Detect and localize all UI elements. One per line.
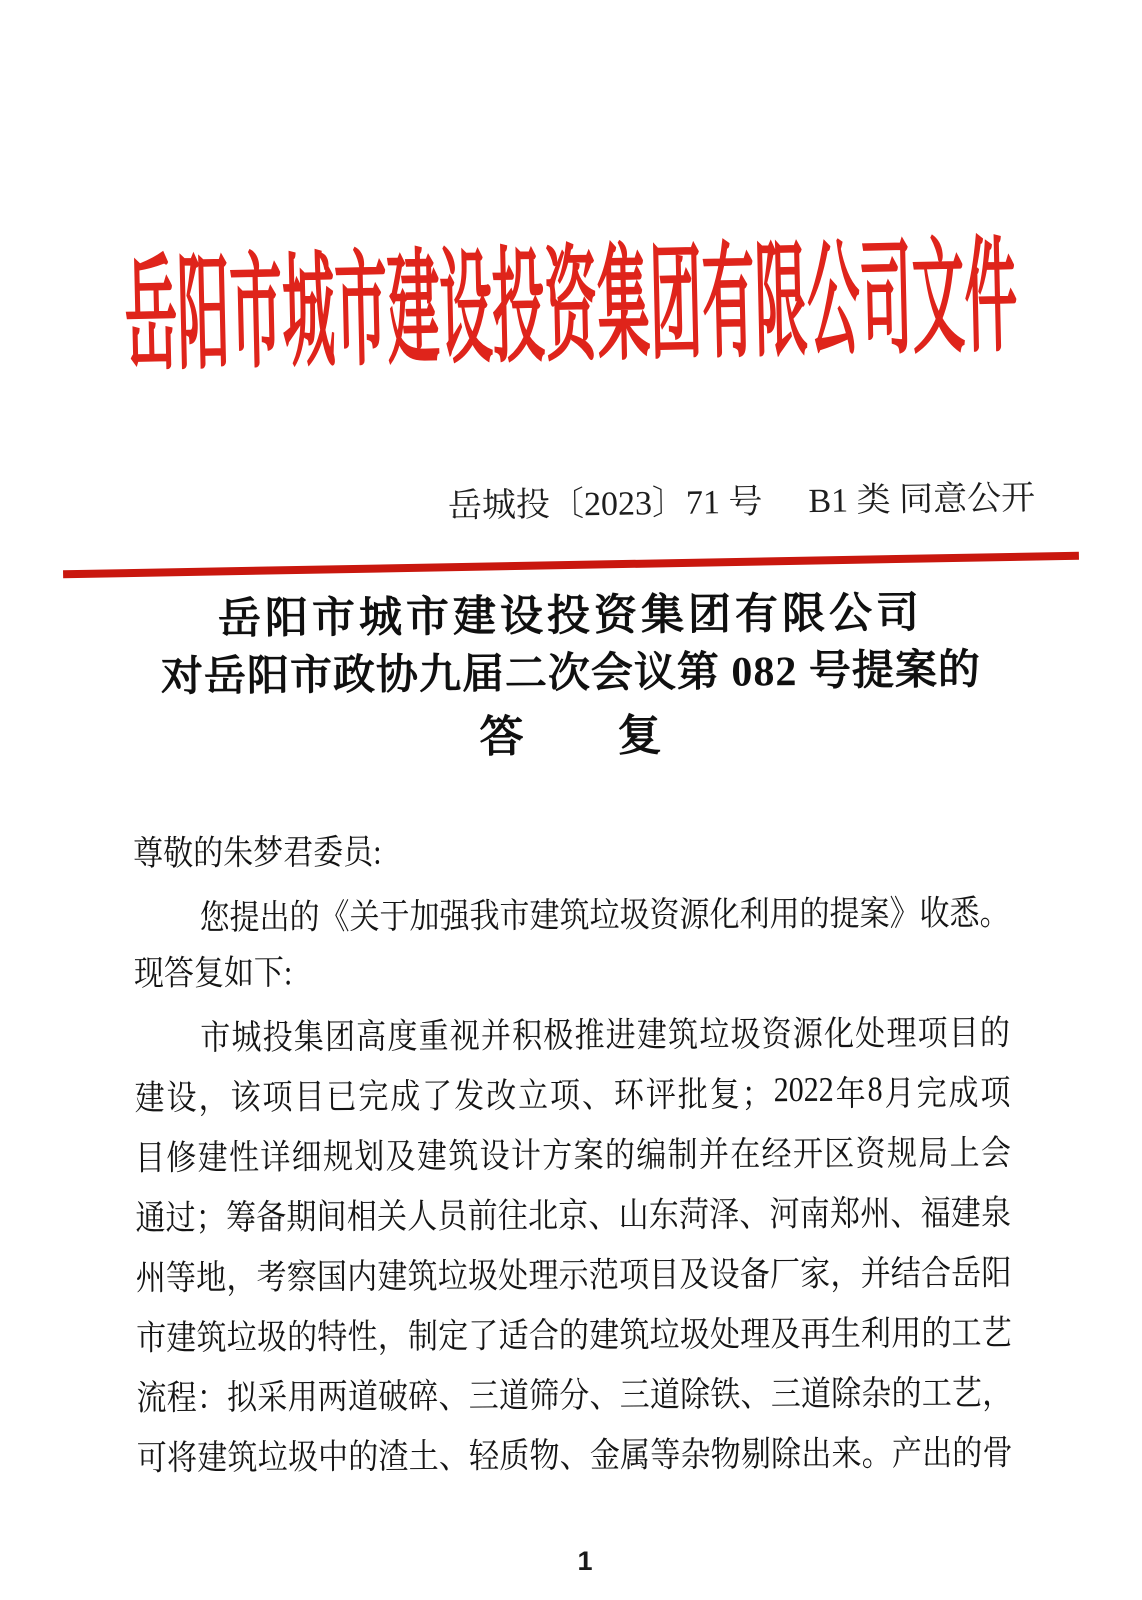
document-meta-line [448,477,1036,529]
page-number: 1 [577,1546,593,1576]
body-line: 您 提 出 的 《 关 于 加 强 我 市 建 筑 垃 圾 资 源 化 利 用 的 提 案 》 收 悉 。 [199,894,1010,938]
body-text [133,819,1013,1484]
body-line: 建 设 ， 该 项 目 已 完 成 了 发 改 立 项 、 环 评 批 复 ； 2022 年 8 月 完 成 项 [134,1070,1011,1118]
letterhead [63,229,1079,387]
red-divider-rule [63,552,1079,579]
document-title [64,584,1078,774]
document-title-line3: 答 复 [479,711,664,762]
body-line: 目 修 建 性 详 细 规 划 及 建 筑 设 计 方 案 的 编 制 并 在 经 开 区 资 规 局 上 会 [134,1134,1011,1178]
body-line: 现答复如下: [133,953,293,994]
body-line: 州 等 地 ， 考 察 国 内 建 筑 垃 圾 处 理 示 范 项 目 及 设 备 厂 家 ， 并 结 合 岳 阳 [135,1254,1012,1298]
document-title-line1: 岳阳市城市建设投资集团有限公司 [217,589,924,644]
body-line: 流 程 ： 拟 采 用 两 道 破 碎 、 三 道 筛 分 、 三 道 除 铁 、 三 道 除 杂 的 工 艺 ， [136,1374,1013,1418]
body-line: 市 建 筑 垃 圾 的 特 性 ， 制 定 了 适 合 的 建 筑 垃 圾 处 理 及 再 生 利 用 的 工 艺 [136,1314,1012,1358]
body-line: 市 城 投 集 团 高 度 重 视 并 积 极 推 进 建 筑 垃 圾 资 源 化 处 理 项 目 的 [200,1014,1011,1058]
body-line: 可 将 建 筑 垃 圾 中 的 渣 土 、 轻 质 物 、 金 属 等 杂 物 剔 除 出 来 。 产 出 的 骨 [136,1434,1013,1478]
body-line-salutation: 尊敬的朱梦君委员: [133,833,382,874]
document-title-line2: 对岳阳市政协九届二次会议第 082 号提案的 [160,647,982,701]
document-number: 岳城投〔2023〕71 号 [447,483,763,526]
letterhead-org-title: 岳阳市城市建设投资集团有限公司文件 [123,229,1019,387]
body-line: 通 过 ； 筹 备 期 间 相 关 人 员 前 往 北 京 、 山 东 菏 泽 、 河 南 郑 州 、 福 建 泉 [135,1194,1012,1238]
classification-label: B1 类 同意公开 [808,479,1036,521]
